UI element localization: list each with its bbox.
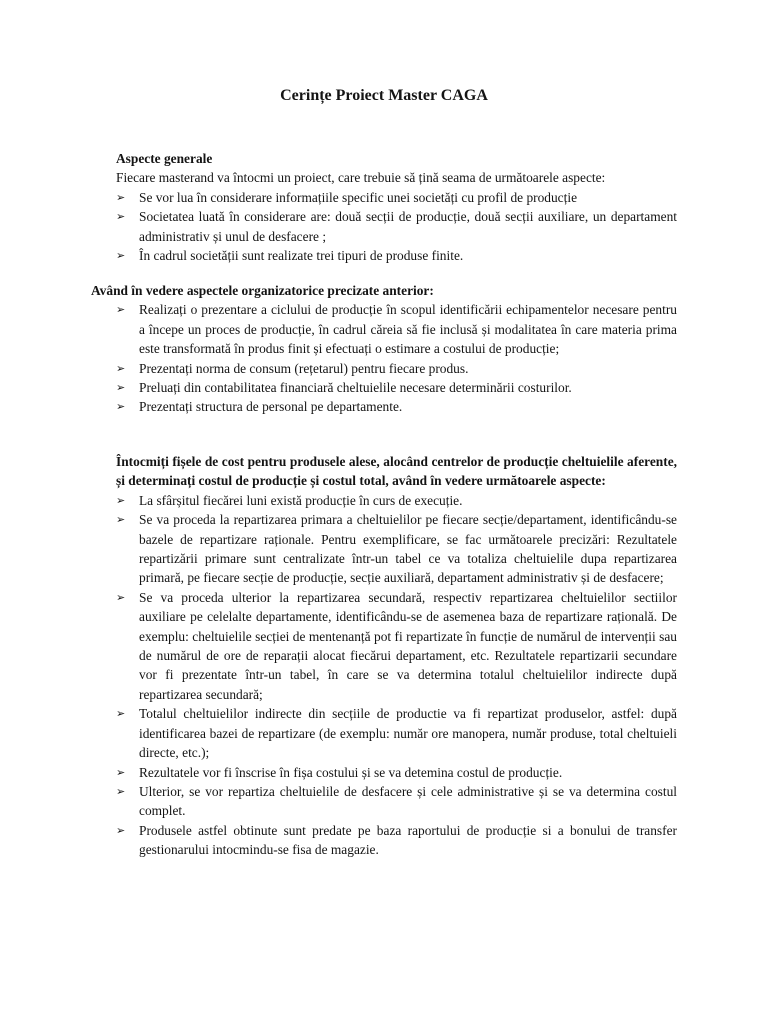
list-item-text: Prezentați structura de personal pe departamente.	[139, 399, 403, 415]
bullet-list	[0, 188, 768, 266]
arrowhead-bullet-icon: ➢	[116, 590, 126, 604]
list-item	[116, 378, 677, 397]
list-item-text: Rezultatele vor fi înscrise în fișa costului și se va detemina costul de producție.	[139, 764, 563, 780]
arrowhead-bullet-icon: ➢	[116, 493, 126, 507]
section-organizational-aspects	[0, 281, 768, 417]
list-item-text: Societatea luată în considerare are: două secții de producție, două secții auxiliare, un departament administrativ și unul de desfacere ;	[139, 209, 677, 244]
arrowhead-bullet-icon: ➢	[116, 400, 126, 414]
list-item-text: Se va proceda la repartizarea primara a cheltuielilor pe fiecare secție/departament, identificându-se bazele de repartizare raționale. Pentru exemplificare, se fac următoarele precizări: Rezultatele repartizării primare sunt centralizate într-un tabel ce va totaliza cheltuielile dupa repartizarea primară, pe fiecare secție de producție, secție auxiliară, departament administrativ și de desfacere;	[139, 512, 677, 586]
list-item	[116, 704, 677, 762]
arrowhead-bullet-icon: ➢	[116, 823, 126, 837]
list-item	[116, 491, 677, 510]
list-item	[116, 300, 677, 358]
list-item-text: Totalul cheltuielilor indirecte din secțiile de productie va fi repartizat produselor, astfel: după identificarea bazei de repartizare (de exemplu: număr ore manopera, număr produse, total cheltuieli directe, etc.);	[139, 706, 677, 761]
arrowhead-bullet-icon: ➢	[116, 249, 126, 263]
list-item	[116, 588, 677, 704]
arrowhead-bullet-icon: ➢	[116, 190, 126, 204]
list-item	[116, 397, 677, 416]
list-item	[116, 188, 677, 207]
arrowhead-bullet-icon: ➢	[116, 361, 126, 375]
section-cost-sheets	[0, 452, 768, 860]
arrowhead-bullet-icon: ➢	[116, 303, 126, 317]
list-item-text: Produsele astfel obtinute sunt predate pe baza raportului de producție si a bonului de transfer gestionarului intocmindu-se fisa de magazie.	[139, 822, 677, 858]
section-heading: Având în vedere aspectele organizatorice precizate anterior:	[91, 283, 434, 298]
arrowhead-bullet-icon: ➢	[116, 707, 126, 721]
list-item-text: Preluați din contabilitatea financiară cheltuielile necesare determinării costurilor.	[139, 380, 572, 396]
list-item	[116, 821, 677, 860]
list-item	[116, 782, 677, 821]
list-item-text: În cadrul societății sunt realizate trei tipuri de produse finite.	[139, 248, 464, 264]
list-item	[116, 763, 677, 782]
section-heading: Aspecte generale	[116, 151, 213, 166]
document-title: Cerințe Proiect Master CAGA	[280, 87, 488, 104]
arrowhead-bullet-icon: ➢	[116, 765, 126, 779]
arrowhead-bullet-icon: ➢	[116, 784, 126, 798]
list-item-text: Se vor lua în considerare informațiile specific unei societăți cu profil de producție	[139, 189, 578, 205]
list-item	[116, 510, 677, 588]
section-general-aspects	[0, 149, 768, 265]
list-item-text: Realizați o prezentare a ciclului de producție în scopul identificării echipamentelor necesare pentru a începe un proces de producție, în cadrul căreia să fie inclusă și modalitatea în care materia prima este transformată în produs finit și efectuați o estimare a costului de producție;	[139, 302, 677, 357]
list-item	[116, 359, 677, 378]
list-item	[116, 246, 677, 265]
list-item-text: Se va proceda ulterior la repartizarea secundară, respectiv repartizarea cheltuielilor sectiilor auxiliare pe celelalte departamente, identificându-se de asemenea baza de repartizare rațională. De exemplu: cheltuielile secției de mentenanță pot fi repartizate în funcție de numărul de intervenții sau de numărul de ore de reparații alocat fiecărui departament, etc. Rezultatele repartizarii secundare vor fi prezentate într-un tabel, în care se va determina totalul cheltuielilor indirecte după repartizarea secundară;	[139, 589, 677, 702]
list-item	[116, 207, 677, 246]
list-item-text: La sfârșitul fiecărei luni există producție în curs de execuție.	[139, 492, 463, 508]
arrowhead-bullet-icon: ➢	[116, 513, 126, 527]
arrowhead-bullet-icon: ➢	[116, 210, 126, 224]
list-item-text: Prezentați norma de consum (rețetarul) pentru fiecare produs.	[139, 360, 469, 376]
arrowhead-bullet-icon: ➢	[116, 381, 126, 395]
section-intro: Fiecare masterand va întocmi un proiect, care trebuie să țină seama de următoarele aspecte:	[116, 170, 606, 186]
section-heading: Întocmiți fișele de cost pentru produsele alese, alocând centrelor de producție cheltuielile aferente, și determinați costul de producție și costul total, având în vedere următoarele aspecte:	[116, 454, 677, 489]
bullet-list	[0, 300, 768, 416]
list-item-text: Ulterior, se vor repartiza cheltuielile de desfacere și cele administrative și se va determina costul complet.	[139, 783, 677, 819]
bullet-list	[0, 491, 768, 860]
